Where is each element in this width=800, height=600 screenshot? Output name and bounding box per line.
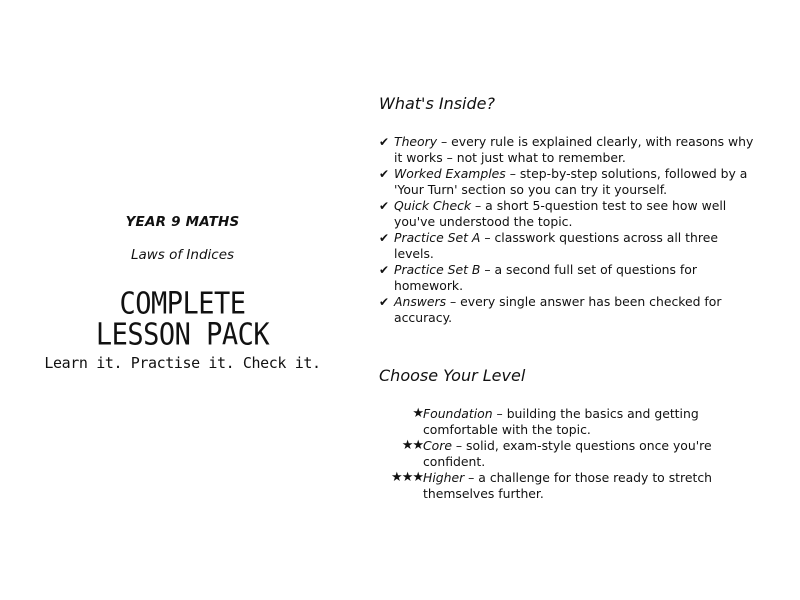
dash-separator: –	[437, 134, 452, 149]
headline-line-2: LESSON PACK	[95, 317, 270, 353]
dash-separator: –	[471, 198, 486, 213]
inside-item-text	[394, 230, 759, 262]
level-item-title: Higher	[423, 470, 465, 485]
level-item-description: a challenge for those ready to stretch themselves further.	[423, 470, 712, 501]
levels-list	[379, 406, 759, 502]
inside-item-description: a second full set of questions for homework.	[394, 262, 697, 293]
inside-item-description: every single answer has been checked for accuracy.	[394, 294, 722, 325]
checkmark-icon: ✔	[379, 199, 390, 213]
inside-item-description: step-by-step solutions, followed by a 'Your Turn' section so you can try it yourself.	[394, 166, 748, 197]
inside-item-text	[394, 294, 759, 326]
whats-inside-list	[379, 134, 759, 326]
checkmark-icon: ✔	[379, 135, 390, 149]
choose-level-heading: Choose Your Level	[379, 366, 526, 385]
checkmark-icon: ✔	[379, 167, 390, 181]
star-icon: ★	[401, 470, 413, 485]
whats-inside-heading: What's Inside?	[379, 94, 495, 113]
inside-item-description: a short 5-question test to see how well you've understood the topic.	[394, 198, 727, 229]
dash-separator: –	[492, 406, 507, 421]
inside-item	[379, 294, 759, 326]
inside-item	[379, 166, 759, 198]
checkmark-icon: ✔	[379, 231, 390, 245]
level-item-text	[423, 406, 759, 438]
star-rating-icon	[379, 438, 423, 454]
dash-separator: –	[480, 230, 495, 245]
level-item-title: Foundation	[423, 406, 493, 421]
dash-separator: –	[505, 166, 520, 181]
dash-separator: –	[451, 438, 467, 453]
inside-item-title: Practice Set A	[394, 230, 481, 245]
topic-title: Laws of Indices	[130, 247, 235, 263]
star-icon: ★	[412, 438, 423, 453]
inside-item-text	[394, 166, 759, 198]
inside-item-text	[394, 198, 759, 230]
checkmark-icon: ✔	[379, 295, 390, 309]
inside-item-title: Quick Check	[394, 198, 472, 213]
inside-item-title: Practice Set B	[394, 262, 481, 277]
inside-item	[379, 198, 759, 230]
inside-item-title: Worked Examples	[394, 166, 506, 181]
level-item-description: building the basics and getting comfortable with the topic.	[423, 406, 699, 437]
inside-item	[379, 262, 759, 294]
inside-item	[379, 134, 759, 166]
inside-item-description: every rule is explained clearly, with reasons why it works – not just what to remember.	[394, 134, 754, 165]
tagline: Learn it. Practise it. Check it.	[44, 354, 321, 372]
level-item-text	[423, 438, 759, 470]
star-icon: ★	[401, 438, 413, 453]
star-icon: ★	[412, 470, 423, 485]
contents-panel	[379, 94, 759, 502]
inside-item-text	[394, 134, 759, 166]
level-item	[379, 406, 759, 438]
checkmark-icon: ✔	[379, 263, 390, 277]
star-rating-icon	[379, 406, 423, 422]
level-item-description: solid, exam-style questions once you're confident.	[423, 438, 712, 469]
inside-item-title: Theory	[394, 134, 438, 149]
cover-panel	[40, 214, 325, 372]
inside-item	[379, 230, 759, 262]
star-icon: ★	[391, 470, 402, 485]
dash-separator: –	[464, 470, 479, 485]
level-item-title: Core	[423, 438, 452, 453]
inside-item-title: Answers	[394, 294, 447, 309]
star-rating-icon	[379, 470, 423, 486]
level-item-text	[423, 470, 759, 502]
star-icon: ★	[412, 406, 423, 421]
dash-separator: –	[446, 294, 461, 309]
inside-item-description: classwork questions across all three levels.	[394, 230, 718, 261]
headline	[40, 286, 325, 353]
level-item	[379, 438, 759, 470]
inside-item-text	[394, 262, 759, 294]
dash-separator: –	[480, 262, 495, 277]
level-item	[379, 470, 759, 502]
year-label: YEAR 9 MATHS	[125, 214, 240, 230]
headline-line-1: COMPLETE	[119, 286, 246, 322]
